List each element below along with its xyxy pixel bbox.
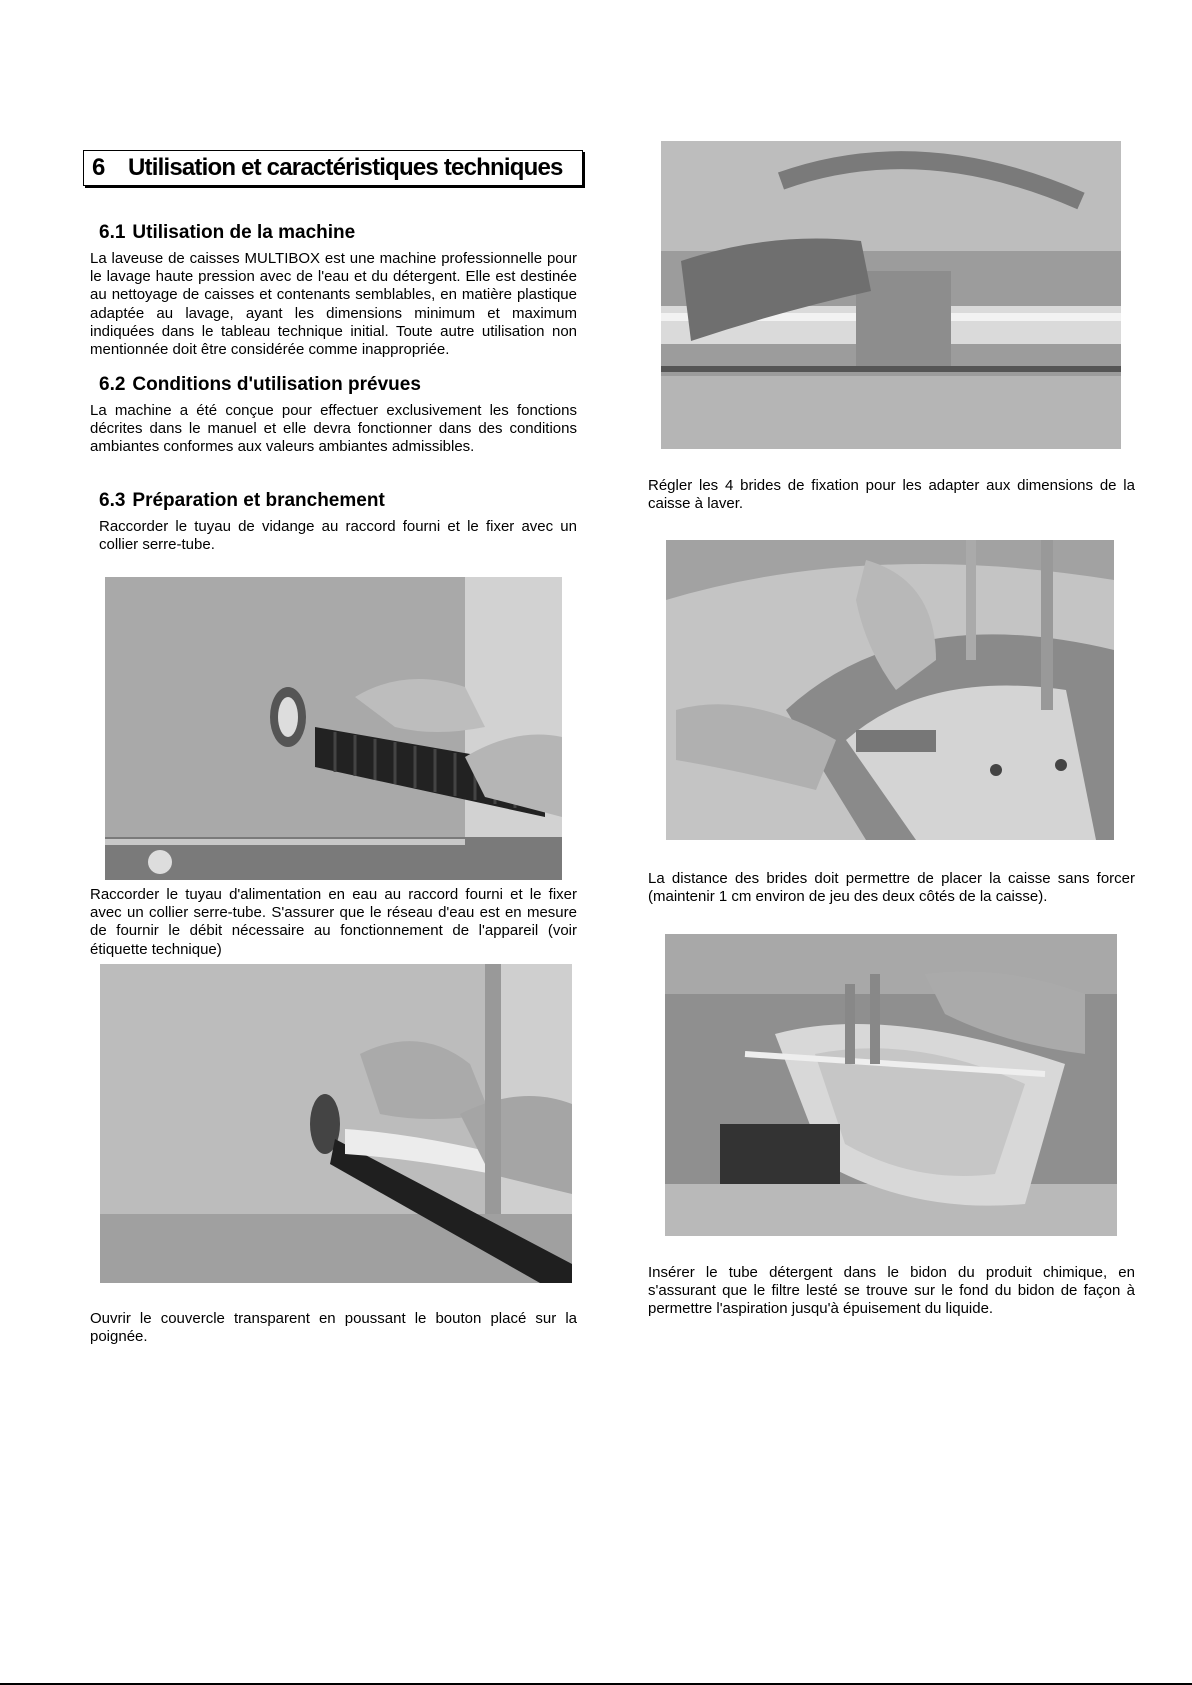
- section-title: Préparation et branchement: [132, 490, 385, 511]
- section-number: 6.1: [99, 222, 126, 243]
- section-number: 6.3: [99, 490, 126, 511]
- chapter-number: 6: [92, 154, 105, 181]
- photo-measure-brackets: [665, 934, 1117, 1236]
- section-title: Utilisation de la machine: [132, 222, 356, 243]
- caption-adjust-brackets: Régler les 4 brides de fixation pour les adapter aux dimensions de la caisse à laver.: [648, 477, 1135, 513]
- section-text-6-2: La machine a été conçue pour effectuer exclusivement les fonctions décrites dans le manuel et elle devra fonctionner dans des conditions ambiantes conformes aux valeurs ambiantes admissibles.: [90, 402, 577, 456]
- section-text-6-1: La laveuse de caisses MULTIBOX est une machine professionnelle pour le lavage haute pression avec de l'eau et du détergent. Elle est destinée au nettoyage de caisses et contenants semblables, en matière plastique adaptée au lavage, ayant les dimensions minimum et maximum indiquées dans le tableau technique initial. Toute autre utilisation non mentionnée doit être considérée comme inappropriée.: [90, 250, 577, 359]
- caption-detergent-tube: Insérer le tube détergent dans le bidon du produit chimique, en s'assurant que le filtre lesté se trouve sur le fond du bidon de façon à permettre l'aspiration jusqu'à épuisement du liquide.: [648, 1264, 1135, 1318]
- section-text-6-3: Raccorder le tuyau de vidange au raccord fourni et le fixer avec un collier serre-tube.: [99, 518, 577, 554]
- caption-bracket-distance: La distance des brides doit permettre de placer la caisse sans forcer (maintenir 1 cm environ de jeu des deux côtés de la caisse).: [648, 870, 1135, 906]
- section-heading-6-3: [99, 490, 385, 512]
- photo-drain-hose: [105, 577, 562, 880]
- photo-lid-handle: [661, 141, 1121, 449]
- caption-water-supply: Raccorder le tuyau d'alimentation en eau au raccord fourni et le fixer avec un collier serre-tube. S'assurer que le réseau d'eau est en mesure de fournir le débit nécessaire au fonctionnement de l'appareil (voir étiquette technique): [90, 886, 577, 958]
- section-heading-6-1: [99, 222, 355, 244]
- photo-water-supply: [100, 964, 572, 1283]
- photo-bracket-adjust: [666, 540, 1114, 840]
- section-number: 6.2: [99, 374, 126, 395]
- section-heading-6-2: [99, 374, 421, 396]
- section-title: Conditions d'utilisation prévues: [132, 374, 421, 395]
- chapter-heading: [83, 150, 583, 186]
- caption-open-lid: Ouvrir le couvercle transparent en poussant le bouton placé sur la poignée.: [90, 1310, 577, 1346]
- chapter-title: Utilisation et caractéristiques techniques: [128, 154, 563, 181]
